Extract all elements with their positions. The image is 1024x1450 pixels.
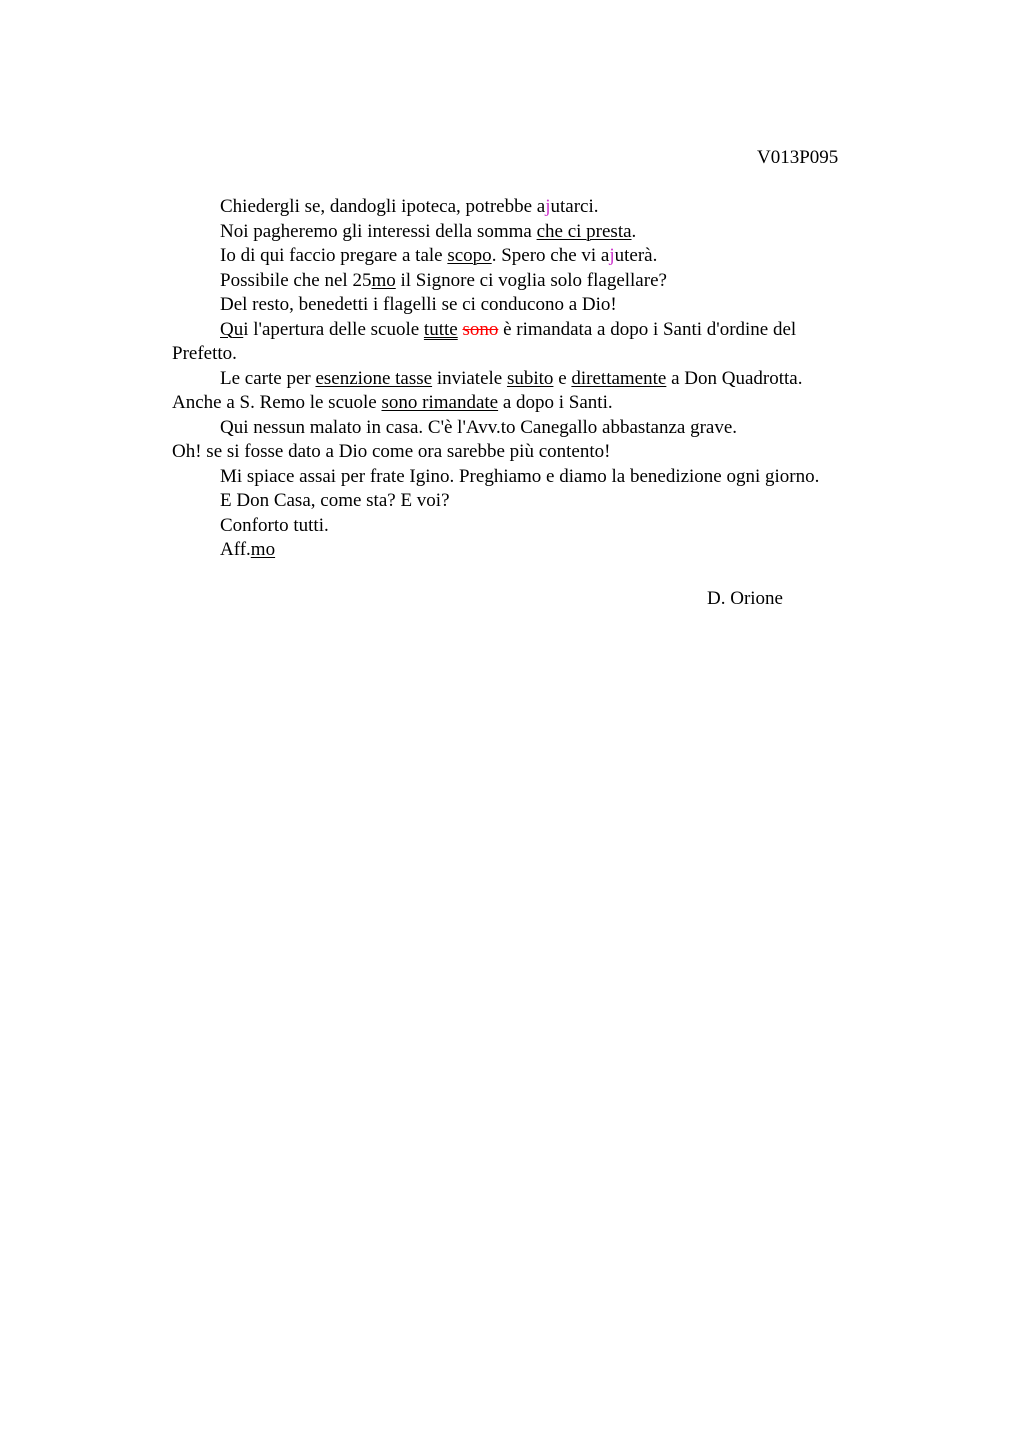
text-line-2	[172, 220, 872, 245]
text-line-1	[172, 195, 872, 220]
text-segment: Qui nessun malato in casa. C'è l'Avv.to Canegallo abbastanza grave.	[220, 416, 738, 438]
underlined-text: scopo	[447, 245, 492, 266]
text-segment: utarci.	[550, 196, 599, 217]
text-segment: Chiedergli se, dandogli ipoteca, potrebbe a	[220, 196, 546, 217]
text-segment: Le carte per	[220, 367, 316, 389]
text-line-13	[172, 489, 872, 514]
text-segment: è rimandata a dopo i Santi d'ordine del	[498, 318, 797, 340]
text-line-9	[172, 391, 872, 416]
underlined-text: direttamente	[571, 367, 667, 389]
text-segment: inviatele	[432, 367, 507, 389]
letter-body	[172, 195, 872, 563]
text-segment: .	[631, 220, 637, 242]
deleted-text: sono	[462, 318, 499, 340]
text-line-8	[172, 367, 872, 392]
text-segment: . Spero che vi a	[491, 245, 610, 266]
underlined-text: esenzione tasse	[315, 367, 433, 389]
underlined-text: mo	[250, 539, 276, 560]
underlined-text: Qu	[220, 318, 244, 340]
text-segment: Io di qui faccio pregare a tale	[220, 245, 448, 266]
text-line-4	[172, 269, 872, 294]
underlined-text: sono rimandate	[381, 392, 499, 413]
underlined-text: che ci presta	[536, 220, 632, 242]
text-line-3	[172, 244, 872, 269]
text-line-10	[172, 416, 872, 441]
text-segment: Prefetto.	[172, 343, 237, 364]
text-segment: Del resto, benedetti i flagelli se ci conducono a Dio!	[220, 294, 617, 315]
text-line-14	[172, 514, 872, 539]
text-segment: uterà.	[614, 245, 658, 266]
text-segment: Anche a S. Remo le scuole	[172, 392, 382, 413]
text-line-5	[172, 293, 872, 318]
text-segment: Oh! se si fosse dato a Dio come ora sarebbe più contento!	[172, 441, 611, 462]
text-line-6	[172, 318, 872, 343]
text-segment: e	[553, 367, 572, 389]
text-segment: Noi pagheremo gli interessi della somma	[220, 220, 537, 242]
text-segment: Aff.	[220, 539, 251, 560]
text-segment: Mi spiace assai per frate Igino. Preghiamo e diamo la benedizione ogni giorno.	[220, 465, 820, 487]
text-segment: E Don Casa, come sta? E voi?	[220, 490, 450, 511]
signature: D. Orione	[707, 588, 783, 609]
text-segment: a Don Quadrotta.	[666, 367, 803, 389]
text-segment: a dopo i Santi.	[498, 392, 613, 413]
text-segment: il Signore ci voglia solo flagellare?	[395, 269, 667, 291]
emended-letter: j	[609, 245, 615, 266]
double-underlined-text: tutte	[423, 318, 458, 340]
underlined-text: subito	[506, 367, 554, 389]
text-line-7	[172, 342, 872, 367]
text-segment: Possibile che nel 25	[220, 269, 372, 291]
text-line-15	[172, 538, 872, 563]
text-segment: i l'apertura delle scuole	[243, 318, 424, 340]
underlined-text: mo	[371, 269, 396, 291]
text-line-11	[172, 440, 872, 465]
text-line-12	[172, 465, 872, 490]
emended-letter: j	[545, 196, 551, 217]
text-segment: Conforto tutti.	[220, 514, 329, 536]
document-id: V013P095	[757, 147, 839, 168]
